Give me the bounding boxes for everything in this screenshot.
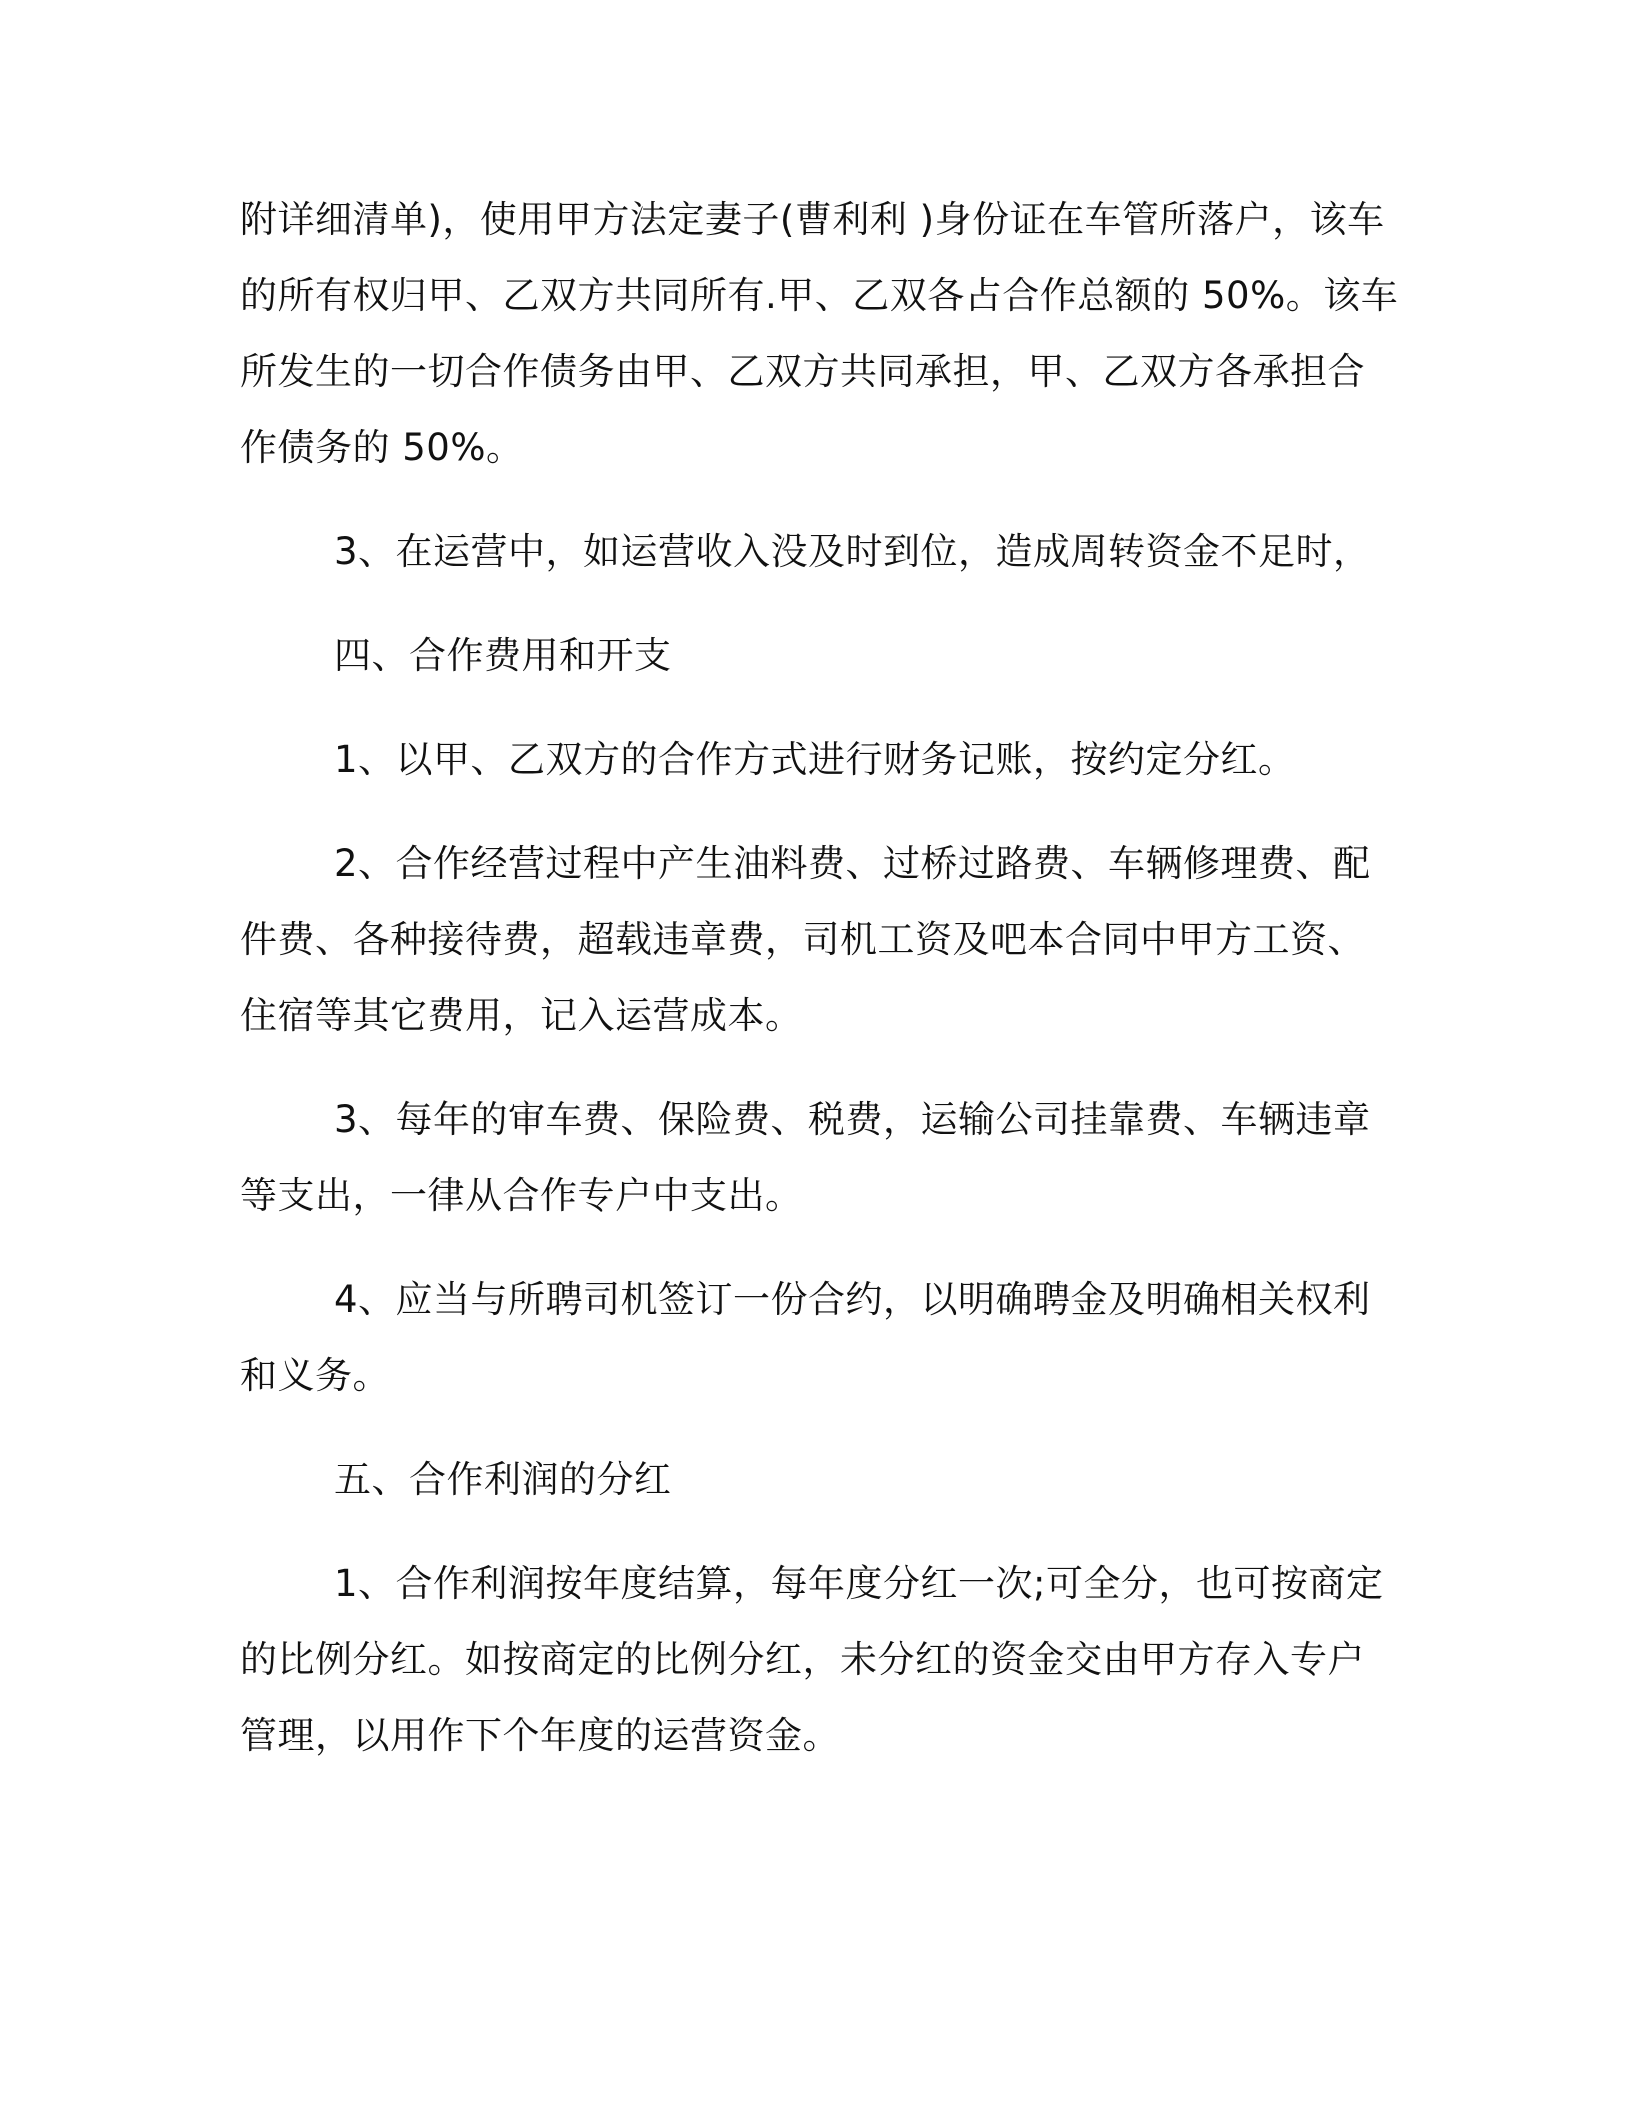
text-line: 的所有权归甲、乙双方共同所有.甲、乙双各占合作总额的 50%。该车 <box>240 274 1399 317</box>
text-line: 3、每年的审车费、保险费、税费，运输公司挂靠费、车辆违章 <box>334 1098 1371 1141</box>
text-line: 1、以甲、乙双方的合作方式进行财务记账，按约定分红。 <box>334 738 1296 781</box>
text-line: 和义务。 <box>240 1354 390 1397</box>
text-line: 1、合作利润按年度结算，每年度分红一次;可全分，也可按商定 <box>334 1562 1384 1605</box>
text-line: 所发生的一切合作债务由甲、乙双方共同承担，甲、乙双方各承担合 <box>240 350 1365 393</box>
text-line: 管理，以用作下个年度的运营资金。 <box>240 1714 840 1757</box>
text-line: 3、在运营中，如运营收入没及时到位，造成周转资金不足时， <box>334 530 1371 573</box>
text-line: 作债务的 50%。 <box>240 426 524 469</box>
text-line: 的比例分红。如按商定的比例分红，未分红的资金交由甲方存入专户 <box>240 1638 1365 1681</box>
text-line: 件费、各种接待费，超载违章费，司机工资及吧本合同中甲方工资、 <box>240 918 1365 961</box>
text-line: 附详细清单)，使用甲方法定妻子(曹利利 )身份证在车管所落户，该车 <box>240 198 1385 241</box>
text-line: 住宿等其它费用，记入运营成本。 <box>240 994 803 1037</box>
text-line: 4、应当与所聘司机签订一份合约，以明确聘金及明确相关权利 <box>334 1278 1371 1321</box>
text-line: 等支出，一律从合作专户中支出。 <box>240 1174 803 1217</box>
section-heading: 四、合作费用和开支 <box>334 634 672 677</box>
text-line: 2、合作经营过程中产生油料费、过桥过路费、车辆修理费、配 <box>334 842 1371 885</box>
section-heading: 五、合作利润的分红 <box>334 1458 672 1501</box>
